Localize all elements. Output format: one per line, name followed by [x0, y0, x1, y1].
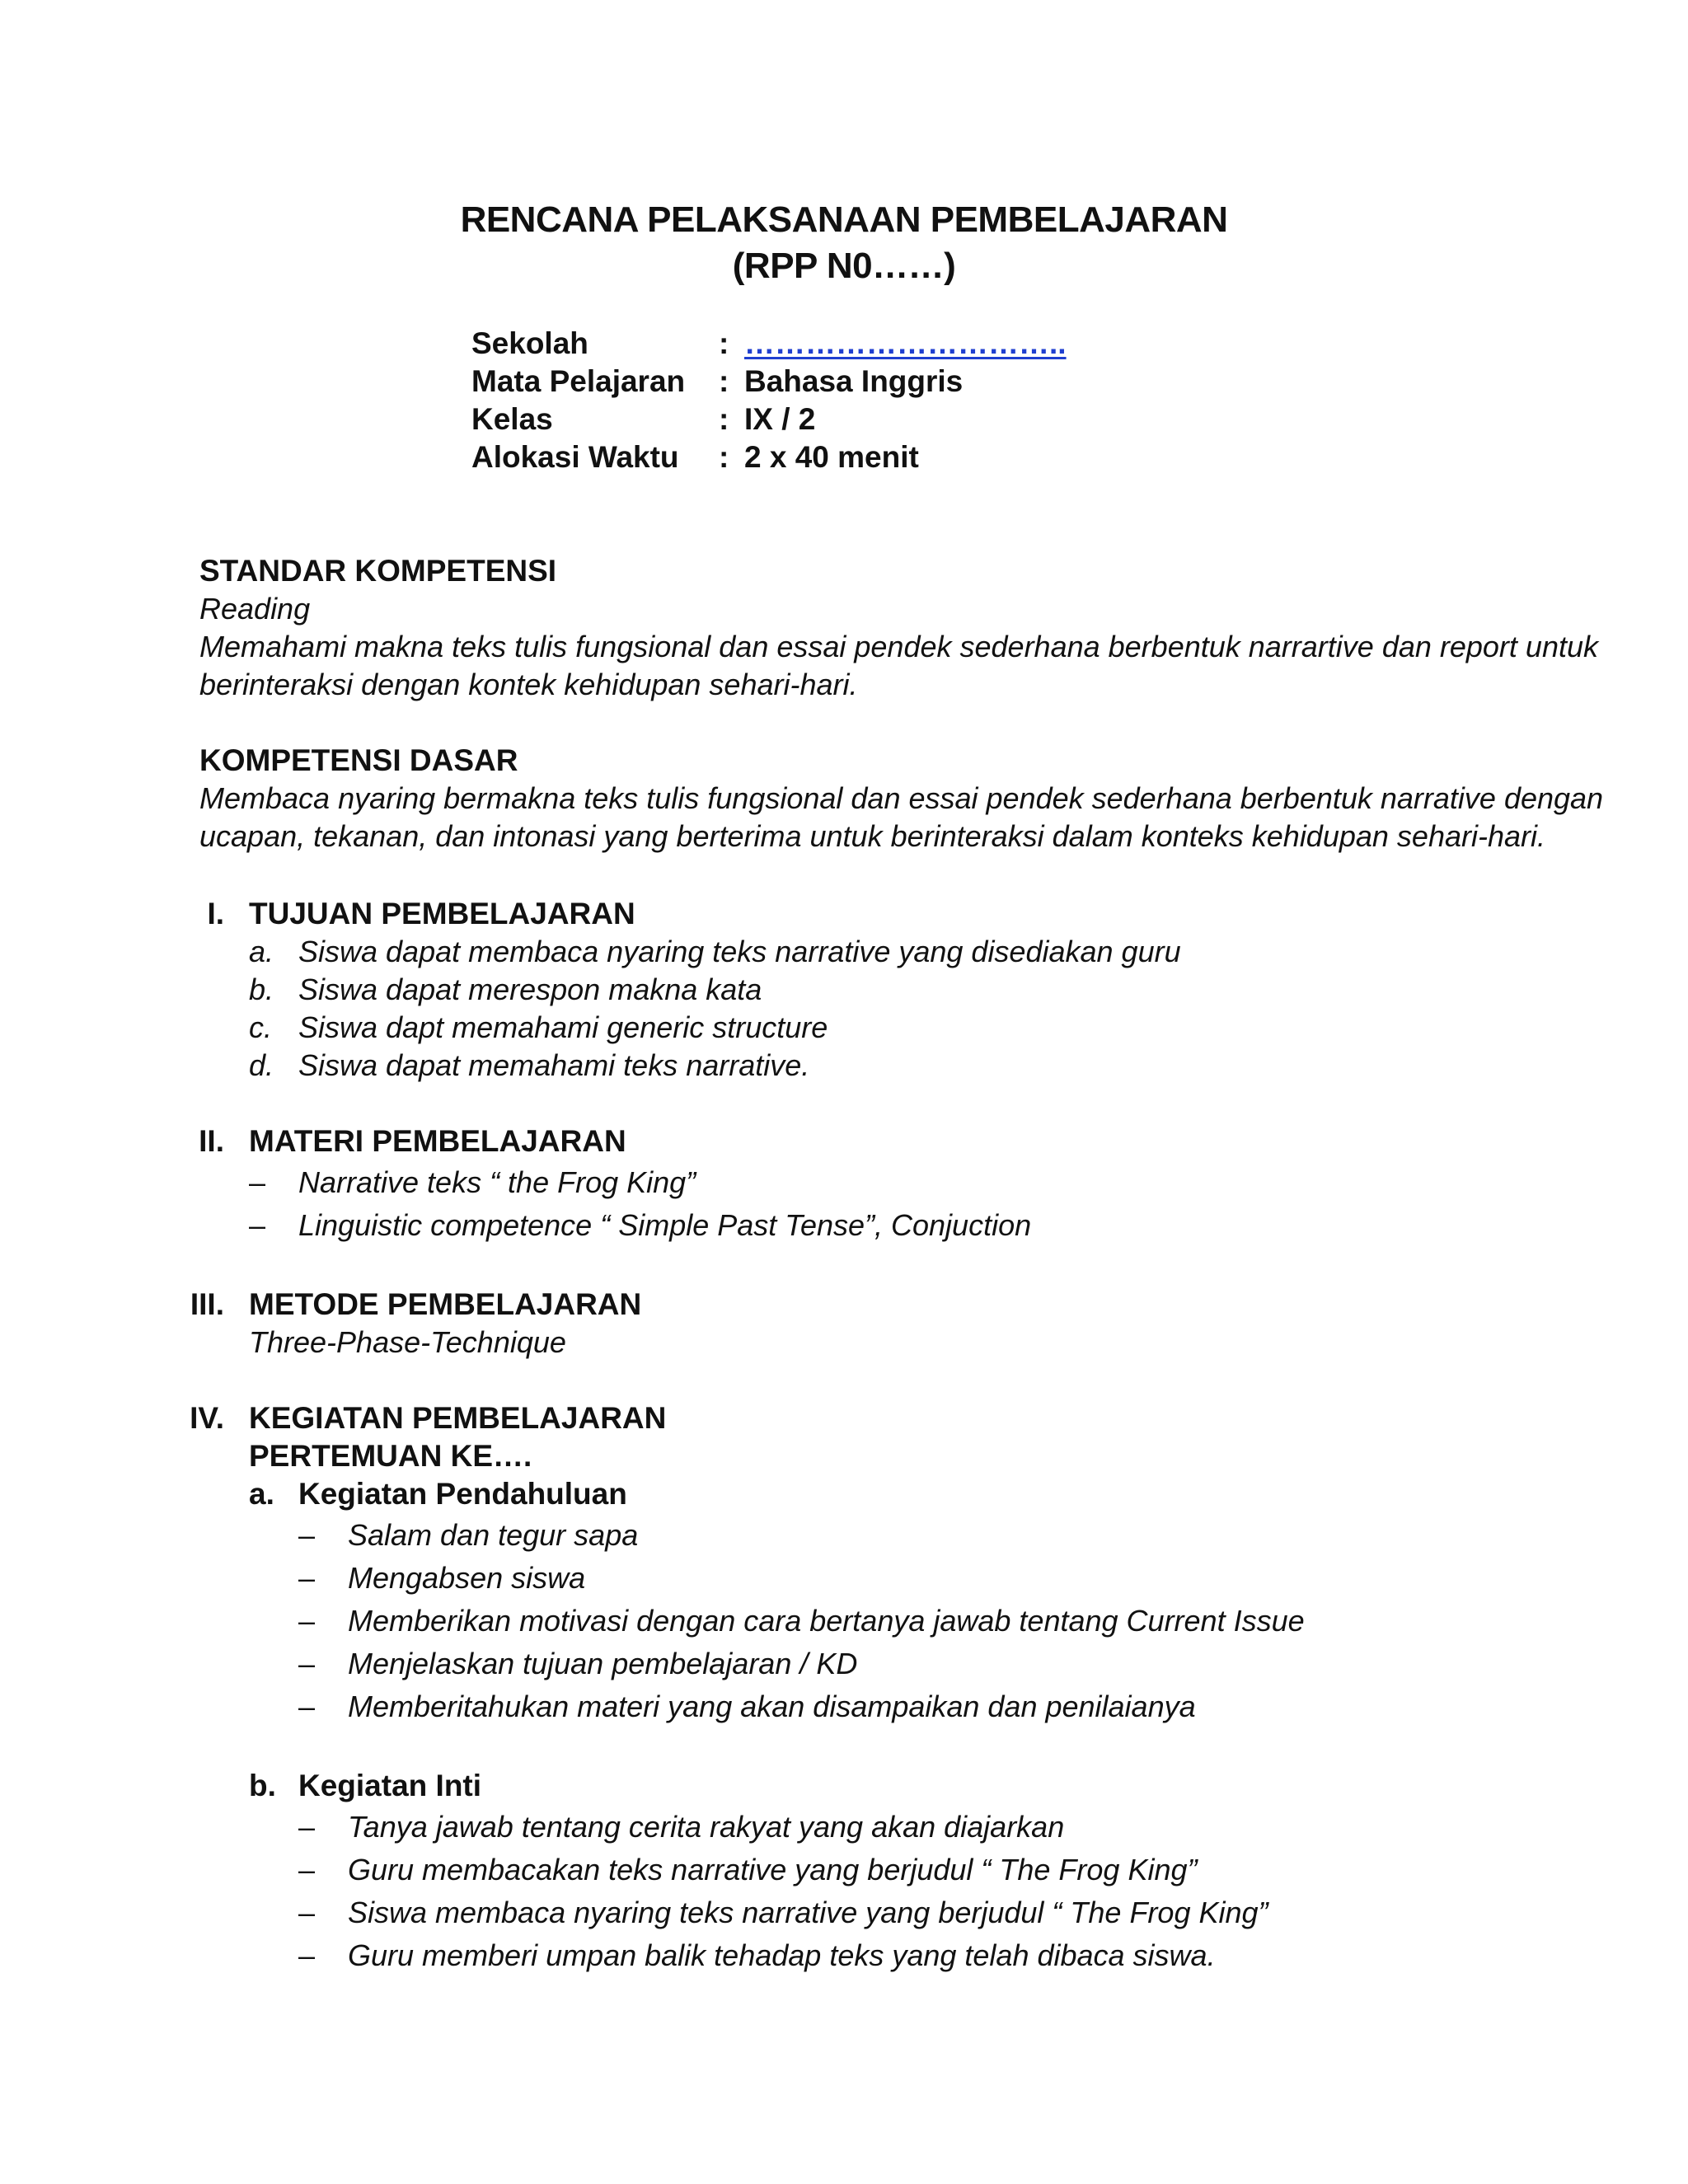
list-item: Narrative teks “ the Frog King”	[298, 1165, 696, 1199]
list-marker: b.	[249, 972, 274, 1006]
list-item: Memberikan motivasi dengan cara bertanya jawab tentang Current Issue	[348, 1604, 1305, 1638]
dash-marker: –	[298, 1604, 316, 1638]
metode-heading: METODE PEMBELAJARAN	[249, 1287, 642, 1321]
list-item: Siswa dapt memahami generic structure	[298, 1010, 828, 1044]
standar-kompetensi-skill: Reading	[199, 592, 311, 626]
dash-marker: –	[298, 1561, 316, 1595]
meta-label-kelas: Kelas	[471, 402, 553, 436]
list-item: Linguistic competence “ Simple Past Tense”, Conjuction	[298, 1208, 1032, 1242]
dash-marker: –	[298, 1853, 316, 1886]
kompetensi-dasar-heading: KOMPETENSI DASAR	[199, 743, 518, 777]
metode-text: Three-Phase-Technique	[249, 1325, 566, 1359]
dash-marker: –	[249, 1165, 266, 1199]
meta-label-alokasi-waktu: Alokasi Waktu	[471, 440, 679, 474]
meta-colon: :	[719, 326, 729, 360]
document-subtitle: (RPP N0……)	[732, 246, 956, 286]
dash-marker: –	[298, 1896, 316, 1929]
meta-label-mata-pelajaran: Mata Pelajaran	[471, 364, 686, 398]
list-item: Guru memberi umpan balik tehadap teks yang telah dibaca siswa.	[348, 1938, 1216, 1972]
list-item: Siswa dapat memahami teks narrative.	[298, 1048, 810, 1082]
meta-value-mata-pelajaran: Bahasa Inggris	[744, 364, 964, 398]
inti-heading: Kegiatan Inti	[298, 1769, 482, 1802]
meta-value-kelas: IX / 2	[744, 402, 816, 436]
materi-heading: MATERI PEMBELAJARAN	[249, 1124, 626, 1158]
list-item: Menjelaskan tujuan pembelajaran / KD	[348, 1647, 858, 1680]
list-item: Guru membacakan teks narrative yang berjudul “ The Frog King”	[348, 1853, 1198, 1886]
meta-value-alokasi-waktu: 2 x 40 menit	[744, 440, 919, 474]
standar-kompetensi-heading: STANDAR KOMPETENSI	[199, 554, 557, 588]
kegiatan-heading: KEGIATAN PEMBELAJARAN	[249, 1401, 667, 1435]
standar-kompetensi-text: Memahami makna teks tulis fungsional dan essai pendek sederhana berbentuk narrartive dan report untuk	[199, 630, 1598, 663]
list-marker: c.	[249, 1010, 273, 1044]
standar-kompetensi-text: berinteraksi dengan kontek kehidupan sehari-hari.	[199, 668, 858, 701]
meta-colon: :	[719, 440, 729, 474]
meta-colon: :	[719, 364, 729, 398]
pertemuan-heading: PERTEMUAN KE….	[249, 1439, 532, 1473]
meta-colon: :	[719, 402, 729, 436]
section-number: III.	[190, 1287, 224, 1321]
document-title: RENCANA PELAKSANAAN PEMBELAJARAN	[460, 199, 1228, 240]
list-item: Siswa dapat merespon makna kata	[298, 972, 762, 1006]
list-item: Tanya jawab tentang cerita rakyat yang akan diajarkan	[348, 1810, 1065, 1844]
pendahuluan-heading: Kegiatan Pendahuluan	[298, 1477, 627, 1511]
section-number: II.	[199, 1124, 224, 1158]
dash-marker: –	[298, 1938, 316, 1972]
list-marker: a.	[249, 935, 274, 968]
dash-marker: –	[298, 1647, 316, 1680]
list-item: Salam dan tegur sapa	[348, 1518, 639, 1552]
list-item: Memberitahukan materi yang akan disampaikan dan penilaianya	[348, 1690, 1196, 1723]
section-number: I.	[207, 897, 224, 930]
dash-marker: –	[298, 1518, 316, 1552]
kompetensi-dasar-text: Membaca nyaring bermakna teks tulis fungsional dan essai pendek sederhana berbentuk narrative dengan	[199, 781, 1604, 815]
dash-marker: –	[298, 1810, 316, 1844]
subsection-marker: a.	[249, 1477, 274, 1511]
meta-label-sekolah: Sekolah	[471, 326, 588, 360]
list-item: Siswa dapat membaca nyaring teks narrative yang disediakan guru	[298, 935, 1181, 968]
kompetensi-dasar-text: ucapan, tekanan, dan intonasi yang berterima untuk berinteraksi dalam konteks kehidupan sehari-hari.	[199, 819, 1545, 853]
dash-marker: –	[298, 1690, 316, 1723]
section-number: IV.	[190, 1401, 224, 1435]
meta-value-sekolah-link[interactable]: …………………………..	[744, 326, 1067, 360]
dash-marker: –	[249, 1208, 266, 1242]
list-item: Mengabsen siswa	[348, 1561, 586, 1595]
list-item: Siswa membaca nyaring teks narrative yang berjudul “ The Frog King”	[348, 1896, 1268, 1929]
tujuan-heading: TUJUAN PEMBELAJARAN	[249, 897, 635, 930]
subsection-marker: b.	[249, 1769, 276, 1802]
list-marker: d.	[249, 1048, 274, 1082]
